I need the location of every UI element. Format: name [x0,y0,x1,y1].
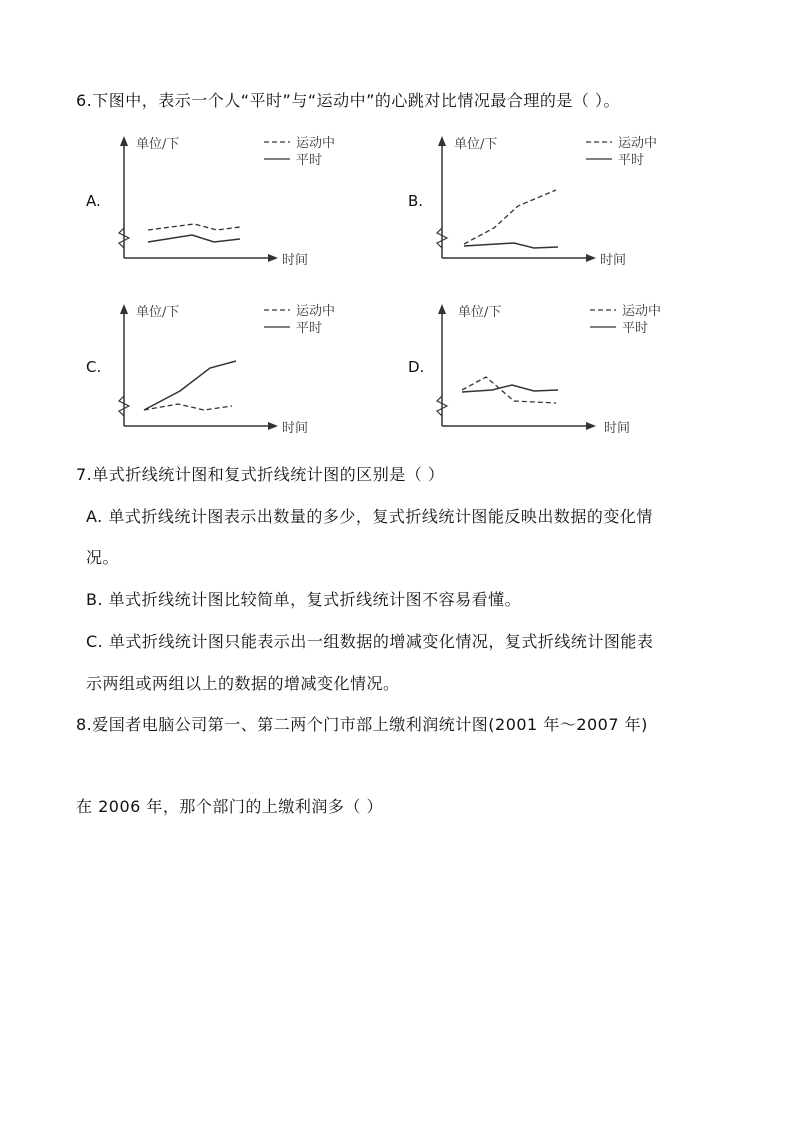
chart-option-c [112,296,352,446]
question-8-sub: 在 2006 年，那个部门的上缴利润多（ ） [76,797,383,816]
option-b-label: B. [408,192,424,210]
chart-c-legend-solid: 平时 [296,321,323,336]
chart-c-legend-dashed: 运动中 [296,304,336,319]
chart-a-xlabel: 时间 [282,253,309,268]
chart-b-legend-solid: 平时 [618,153,645,168]
q7-option-c-line1: C. 单式折线统计图只能表示出一组数据的增减变化情况，复式折线统计图能表 [86,632,654,651]
chart-option-d [430,296,670,446]
chart-a-solid-line [148,235,240,242]
chart-c-xlabel: 时间 [282,421,309,436]
question-8: 8.爱国者电脑公司第一、第二两个门市部上缴利润统计图(2001 年～2007 年) [76,715,648,734]
chart-b-legend-dashed: 运动中 [618,136,658,151]
option-c-label: C. [86,358,102,376]
chart-a-legend-dashed: 运动中 [296,136,336,151]
chart-c-ylabel: 单位/下 [136,305,180,320]
chart-a-dashed-line [148,224,240,230]
chart-b-xlabel: 时间 [600,253,627,268]
chart-a-ylabel: 单位/下 [136,137,180,152]
chart-c-dashed-line [144,404,232,410]
chart-c-solid-line [144,361,236,410]
chart-b-dashed-line [464,190,556,244]
chart-d-xlabel: 时间 [604,421,631,436]
chart-d-solid-line [462,385,558,392]
q7-option-b: B. 单式折线统计图比较简单，复式折线统计图不容易看懂。 [86,590,522,609]
chart-b-solid-line [464,243,558,248]
question-7: 7.单式折线统计图和复式折线统计图的区别是（ ） [76,465,445,484]
q7-option-c-line2: 示两组或两组以上的数据的增减变化情况。 [86,674,400,693]
q7-option-a-line2: 况。 [86,548,120,567]
chart-d-ylabel: 单位/下 [458,305,502,320]
chart-a-legend-solid: 平时 [296,153,323,168]
chart-d-legend-dashed: 运动中 [622,304,662,319]
question-6: 6.下图中，表示一个人“平时”与“运动中”的心跳对比情况最合理的是（ ）。 [76,91,621,110]
option-d-label: D. [408,358,425,376]
chart-option-b [430,128,670,278]
option-a-label: A. [86,192,101,210]
chart-b-ylabel: 单位/下 [454,137,498,152]
q7-option-a-line1: A. 单式折线统计图表示出数量的多少，复式折线统计图能反映出数据的变化情 [86,507,653,526]
chart-option-a [112,128,352,278]
chart-d-legend-solid: 平时 [622,321,649,336]
